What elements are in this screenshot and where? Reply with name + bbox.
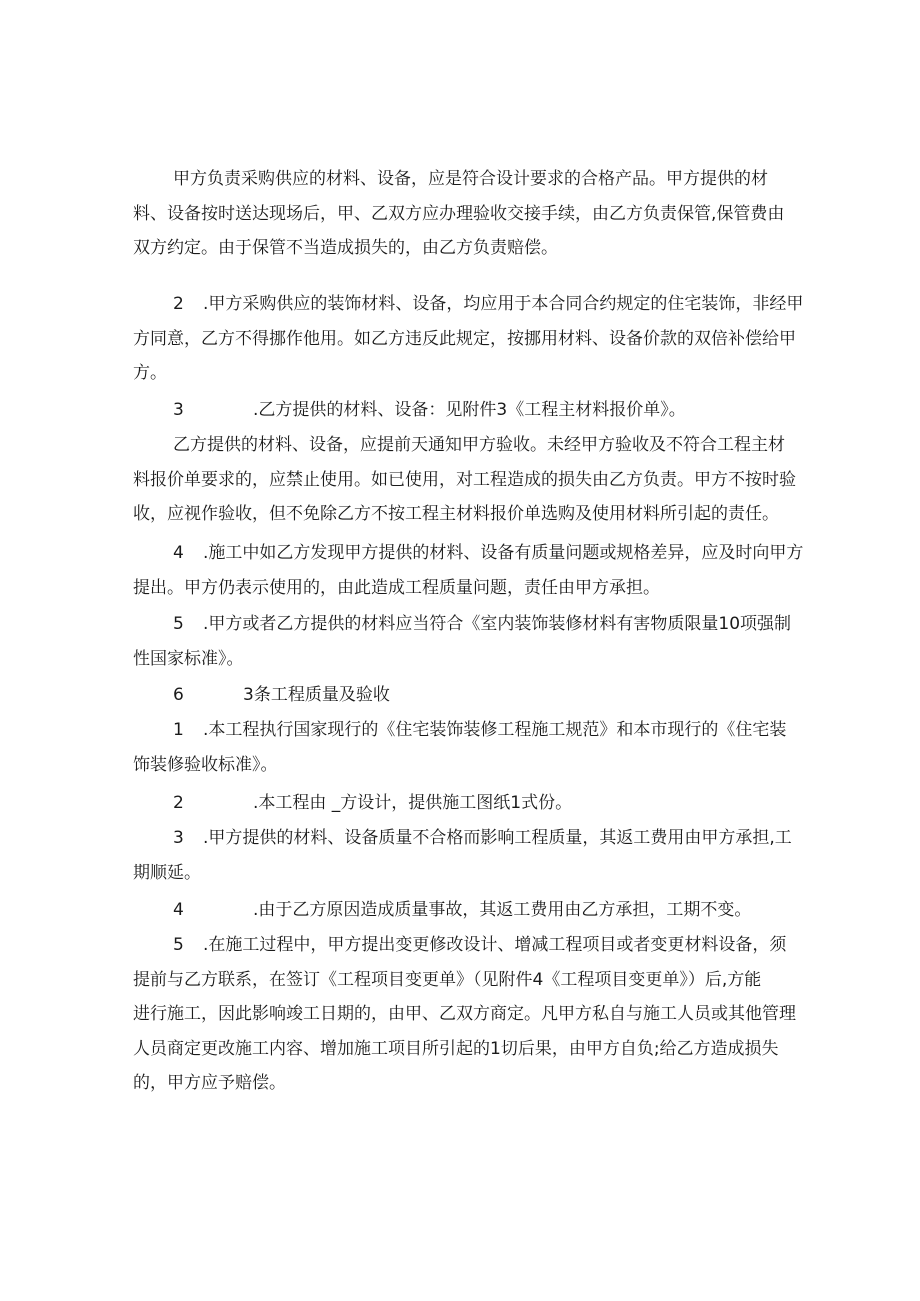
paragraph-item-5 bbox=[133, 607, 797, 676]
text-line: 性国家标准》。 bbox=[133, 648, 244, 669]
item-number: 3 bbox=[173, 828, 184, 848]
text-line: 方同意，乙方不得挪作他用。如乙方违反此规定，按挪用材料、设备价款的双倍补偿给甲 bbox=[133, 328, 796, 349]
text-line: 期顺延。 bbox=[133, 862, 201, 883]
text-line: 双方约定。由于保管不当造成损失的，由乙方负责赔偿。 bbox=[133, 238, 558, 258]
item-number: 2 bbox=[173, 294, 184, 314]
section-heading-quality bbox=[133, 678, 797, 713]
text-line: 料、设备按时送达现场后，甲、乙双方应办理验收交接手续，由乙方负责保管,保管费由 bbox=[133, 203, 785, 224]
text-line: 人员商定更改施工内容、增加施工项目所引起的1切后果，由甲方自负;给乙方造成损失 bbox=[133, 1038, 779, 1059]
text-line: 料报价单要求的，应禁止使用。如已使用，对工程造成的损失由乙方负责。甲方不按时验 bbox=[133, 469, 796, 490]
text-line: 提前与乙方联系，在签订《工程项目变更单》（见附件4《工程项目变更单》）后,方能 bbox=[133, 969, 762, 990]
text-line: 的，甲方应予赔偿。 bbox=[133, 1073, 286, 1093]
text-line: .甲方提供的材料、设备质量不合格而影响工程质量，其返工费用由甲方承担,工 bbox=[203, 828, 792, 848]
text-line: .甲方或者乙方提供的材料应当符合《室内装饰装修材料有害物质限量10项强制 bbox=[203, 614, 792, 634]
text-line: .甲方采购供应的装饰材料、设备，均应用于本合同合约规定的住宅装饰，非经甲 bbox=[203, 294, 804, 314]
item-number: 4 bbox=[173, 543, 184, 563]
text-line: 乙方提供的材料、设备，应提前天通知甲方验收。未经甲方验收及不符合工程主材 bbox=[173, 435, 785, 455]
paragraph-quality-item-3 bbox=[133, 821, 797, 890]
paragraph-supplier-acceptance bbox=[133, 428, 797, 532]
item-number: 5 bbox=[173, 935, 184, 955]
paragraph-quality-item-5 bbox=[133, 928, 797, 1101]
text-line: .乙方提供的材料、设备：见附件3《工程主材料报价单》。 bbox=[253, 400, 686, 420]
text-line: .由于乙方原因造成质量事故，其返工费用由乙方承担，工期不变。 bbox=[253, 900, 752, 920]
item-number: 4 bbox=[173, 900, 184, 920]
item-number: 2 bbox=[173, 793, 184, 813]
text-line: 提出。甲方仍表示使用的，由此造成工程质量问题，责任由甲方承担。 bbox=[133, 577, 660, 598]
text-line: 甲方负责采购供应的材料、设备，应是符合设计要求的合格产品。甲方提供的材 bbox=[173, 169, 768, 189]
text-line: 进行施工，因此影响竣工日期的，由甲、乙双方商定。凡甲方私自与施工人员或其他管理 bbox=[133, 1004, 796, 1024]
paragraph-item-3 bbox=[133, 393, 797, 428]
paragraph-quality-item-1 bbox=[133, 713, 797, 782]
text-line: 饰装修验收标准》。 bbox=[133, 754, 278, 775]
section-title: 3条工程质量及验收 bbox=[243, 685, 390, 705]
text-line: .本工程执行国家现行的《住宅装饰装修工程施工规范》和本市现行的《住宅装 bbox=[203, 720, 787, 740]
item-number: 5 bbox=[173, 614, 184, 634]
text-line: 收，应视作验收，但不免除乙方不按工程主材料报价单选购及使用材料所引起的责任。 bbox=[133, 504, 779, 524]
paragraph-quality-item-2 bbox=[133, 786, 797, 821]
text-line: .本工程由 _方设计，提供施工图纸1式份。 bbox=[253, 793, 573, 813]
item-number: 1 bbox=[173, 720, 184, 740]
text-line: .施工中如乙方发现甲方提供的材料、设备有质量问题或规格差异，应及时向甲方 bbox=[203, 543, 804, 563]
item-number: 3 bbox=[173, 400, 184, 420]
text-line: 方。 bbox=[133, 363, 167, 383]
paragraph-material-supply bbox=[133, 162, 797, 266]
paragraph-item-4 bbox=[133, 536, 804, 605]
text-line: .在施工过程中，甲方提出变更修改设计、增减工程项目或者变更材料设备，须 bbox=[203, 935, 787, 955]
paragraph-quality-item-4 bbox=[133, 893, 797, 928]
item-number: 6 bbox=[173, 685, 184, 705]
paragraph-item-2 bbox=[133, 287, 804, 391]
